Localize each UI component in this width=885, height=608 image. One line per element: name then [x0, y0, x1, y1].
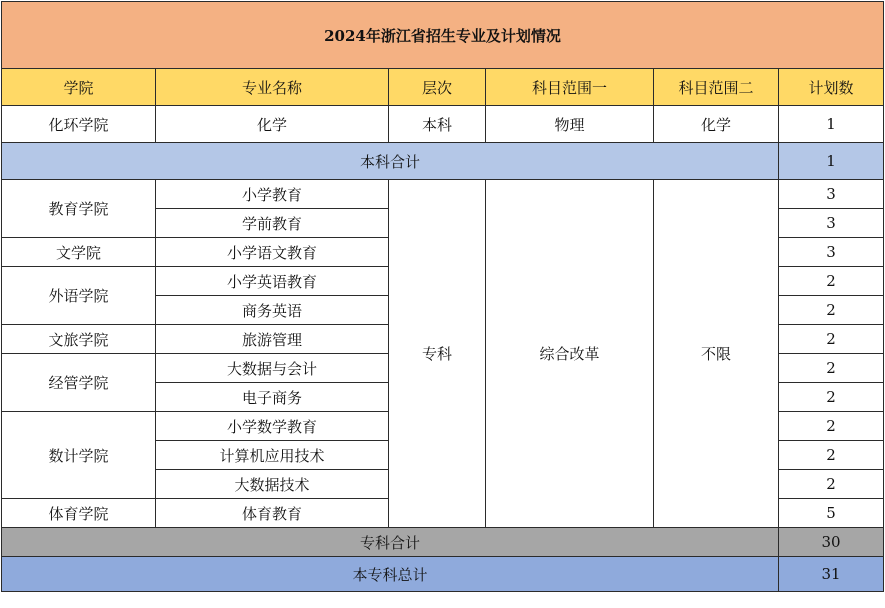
header-major: 专业名称: [156, 69, 389, 106]
major-cell: 化学: [156, 106, 389, 143]
header-subject2: 科目范围二: [654, 69, 779, 106]
count-cell: 2: [779, 412, 884, 441]
subject2-cell: 化学: [654, 106, 779, 143]
total-label: 本专科总计: [2, 557, 779, 592]
count-cell: 2: [779, 267, 884, 296]
grand-total-row: [2, 557, 884, 592]
major-cell: 学前教育: [156, 209, 389, 238]
college-cell: 教育学院: [2, 180, 156, 238]
header-college: 学院: [2, 69, 156, 106]
level-cell: 专科: [389, 180, 486, 528]
enrollment-plan-table: [1, 1, 884, 592]
major-cell: 电子商务: [156, 383, 389, 412]
count-cell: 2: [779, 470, 884, 499]
major-cell: 计算机应用技术: [156, 441, 389, 470]
header-level: 层次: [389, 69, 486, 106]
subject1-cell: 物理: [486, 106, 654, 143]
table-title: 2024年浙江省招生专业及计划情况: [2, 2, 884, 69]
level-cell: 本科: [389, 106, 486, 143]
subtotal-count: 1: [779, 143, 884, 180]
count-cell: 3: [779, 238, 884, 267]
subtotal-label: 专科合计: [2, 528, 779, 557]
subject1-cell: 综合改革: [486, 180, 654, 528]
header-row: [2, 69, 884, 106]
count-cell: 2: [779, 325, 884, 354]
college-cell: 文学院: [2, 238, 156, 267]
major-cell: 旅游管理: [156, 325, 389, 354]
major-cell: 大数据与会计: [156, 354, 389, 383]
total-count: 31: [779, 557, 884, 592]
count-cell: 1: [779, 106, 884, 143]
subtotal-count: 30: [779, 528, 884, 557]
junior-subtotal-row: [2, 528, 884, 557]
major-cell: 商务英语: [156, 296, 389, 325]
college-cell: 体育学院: [2, 499, 156, 528]
major-cell: 小学教育: [156, 180, 389, 209]
count-cell: 3: [779, 180, 884, 209]
college-cell: 外语学院: [2, 267, 156, 325]
count-cell: 5: [779, 499, 884, 528]
count-cell: 2: [779, 354, 884, 383]
table-row: [2, 106, 884, 143]
count-cell: 2: [779, 296, 884, 325]
college-cell: 经管学院: [2, 354, 156, 412]
major-cell: 小学英语教育: [156, 267, 389, 296]
subject2-cell: 不限: [654, 180, 779, 528]
undergrad-subtotal-row: [2, 143, 884, 180]
major-cell: 小学语文教育: [156, 238, 389, 267]
major-cell: 体育教育: [156, 499, 389, 528]
header-count: 计划数: [779, 69, 884, 106]
major-cell: 大数据技术: [156, 470, 389, 499]
college-cell: 化环学院: [2, 106, 156, 143]
college-cell: 文旅学院: [2, 325, 156, 354]
count-cell: 2: [779, 383, 884, 412]
count-cell: 2: [779, 441, 884, 470]
major-cell: 小学数学教育: [156, 412, 389, 441]
subtotal-label: 本科合计: [2, 143, 779, 180]
table-row: [2, 180, 884, 209]
count-cell: 3: [779, 209, 884, 238]
college-cell: 数计学院: [2, 412, 156, 499]
header-subject1: 科目范围一: [486, 69, 654, 106]
